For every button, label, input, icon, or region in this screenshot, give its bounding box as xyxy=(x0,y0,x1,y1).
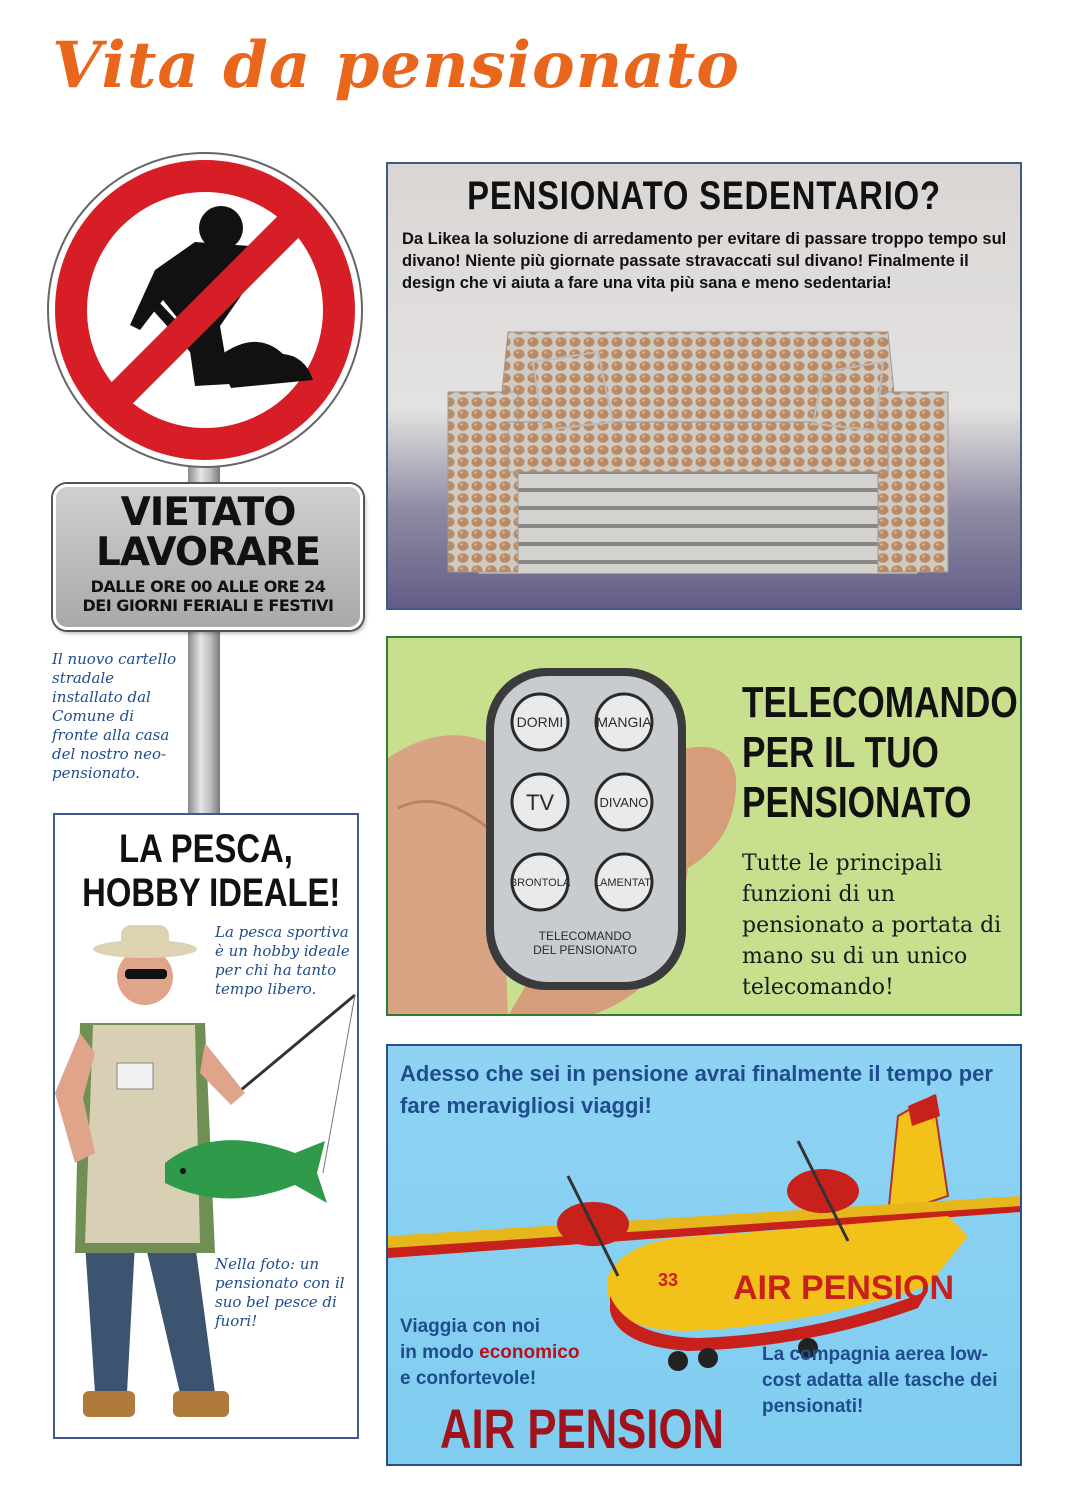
egg-crate-sofa-image xyxy=(428,312,968,582)
air-pension-headline: Adesso che sei in pensione avrai finalmente il tempo per fare meravigliosi viaggi! xyxy=(400,1061,993,1118)
page-title: Vita da pensionato xyxy=(52,28,740,103)
fishing-caption-2: Nella foto: un pensionato con il suo bel pesce di fuori! xyxy=(215,1255,345,1330)
remote-button-dormi: DORMI xyxy=(516,714,564,730)
tail-number: 33 xyxy=(658,1270,679,1290)
economico-highlight: economico xyxy=(479,1342,580,1363)
fishing-panel xyxy=(53,813,359,1439)
sofa-title: PENSIONATO SEDENTARIO? xyxy=(467,174,941,218)
no-work-sign-icon xyxy=(45,150,365,470)
remote-control-image xyxy=(388,638,738,1016)
remote-title-line-1: TELECOMANDO xyxy=(742,678,1018,727)
sofa-text: Da Likea la soluzione di arredamento per evitare di passare troppo tempo sul divano! Niente più giornate passate stravaccati sul divano! Finalmente il design che vi aiuta a fare una vita più sana e meno sedentaria! xyxy=(402,230,1007,292)
air-pension-right-text: La compagnia aerea low-cost adatta alle tasche dei pensionati! xyxy=(762,1344,998,1417)
sofa-panel xyxy=(386,162,1022,610)
remote-title-line-3: PENSIONATO xyxy=(742,778,972,827)
remote-button-brontola: BRONTOLA xyxy=(509,877,571,889)
left-text-line-2: in modo economico xyxy=(400,1342,580,1363)
remote-button-tv: TV xyxy=(525,790,555,815)
fishing-title xyxy=(82,827,341,915)
remote-device-label-2: DEL PENSIONATO xyxy=(533,943,637,957)
fishing-title-line-1: LA PESCA, xyxy=(119,827,293,871)
left-text-line-3: e confortevole! xyxy=(400,1368,537,1389)
sign-line-4: DEI GIORNI FERIALI E FESTIVI xyxy=(82,596,334,615)
left-text-line-1: Viaggia con noi xyxy=(400,1316,541,1337)
remote-panel xyxy=(386,636,1022,1016)
remote-button-divano: DIVANO xyxy=(599,795,649,810)
remote-device-label-1: TELECOMANDO xyxy=(538,929,632,943)
remote-title xyxy=(742,678,1018,828)
fishing-caption-1: La pesca sportiva è un hobby ideale per chi ha tanto tempo libero. xyxy=(215,923,350,998)
air-pension-left-text xyxy=(400,1314,660,1392)
sign-plate xyxy=(53,484,363,630)
fisherman-image xyxy=(55,913,357,1439)
remote-text: Tutte le principali funzioni di un pensionato a portata di mano su di un unico telecomando! xyxy=(742,851,1002,1000)
fishing-title-line-2: HOBBY IDEALE! xyxy=(82,871,341,915)
air-pension-brand: AIR PENSION xyxy=(440,1397,724,1460)
fuselage-label: AIR PENSION xyxy=(733,1269,955,1307)
sign-line-3: DALLE ORE 00 ALLE ORE 24 xyxy=(90,577,326,596)
remote-title-line-2: PER IL TUO xyxy=(742,728,939,777)
air-pension-panel xyxy=(386,1044,1022,1466)
sign-line-1: VIETATO xyxy=(120,490,296,535)
sign-caption: Il nuovo cartello stradale installato dal Comune di fronte alla casa del nostro neo-pensionato. xyxy=(52,650,177,782)
remote-button-mangia: MANGIA xyxy=(596,714,652,730)
remote-button-lamentati: LAMENTATI xyxy=(593,877,655,889)
sign-line-2: LAVORARE xyxy=(96,530,320,575)
